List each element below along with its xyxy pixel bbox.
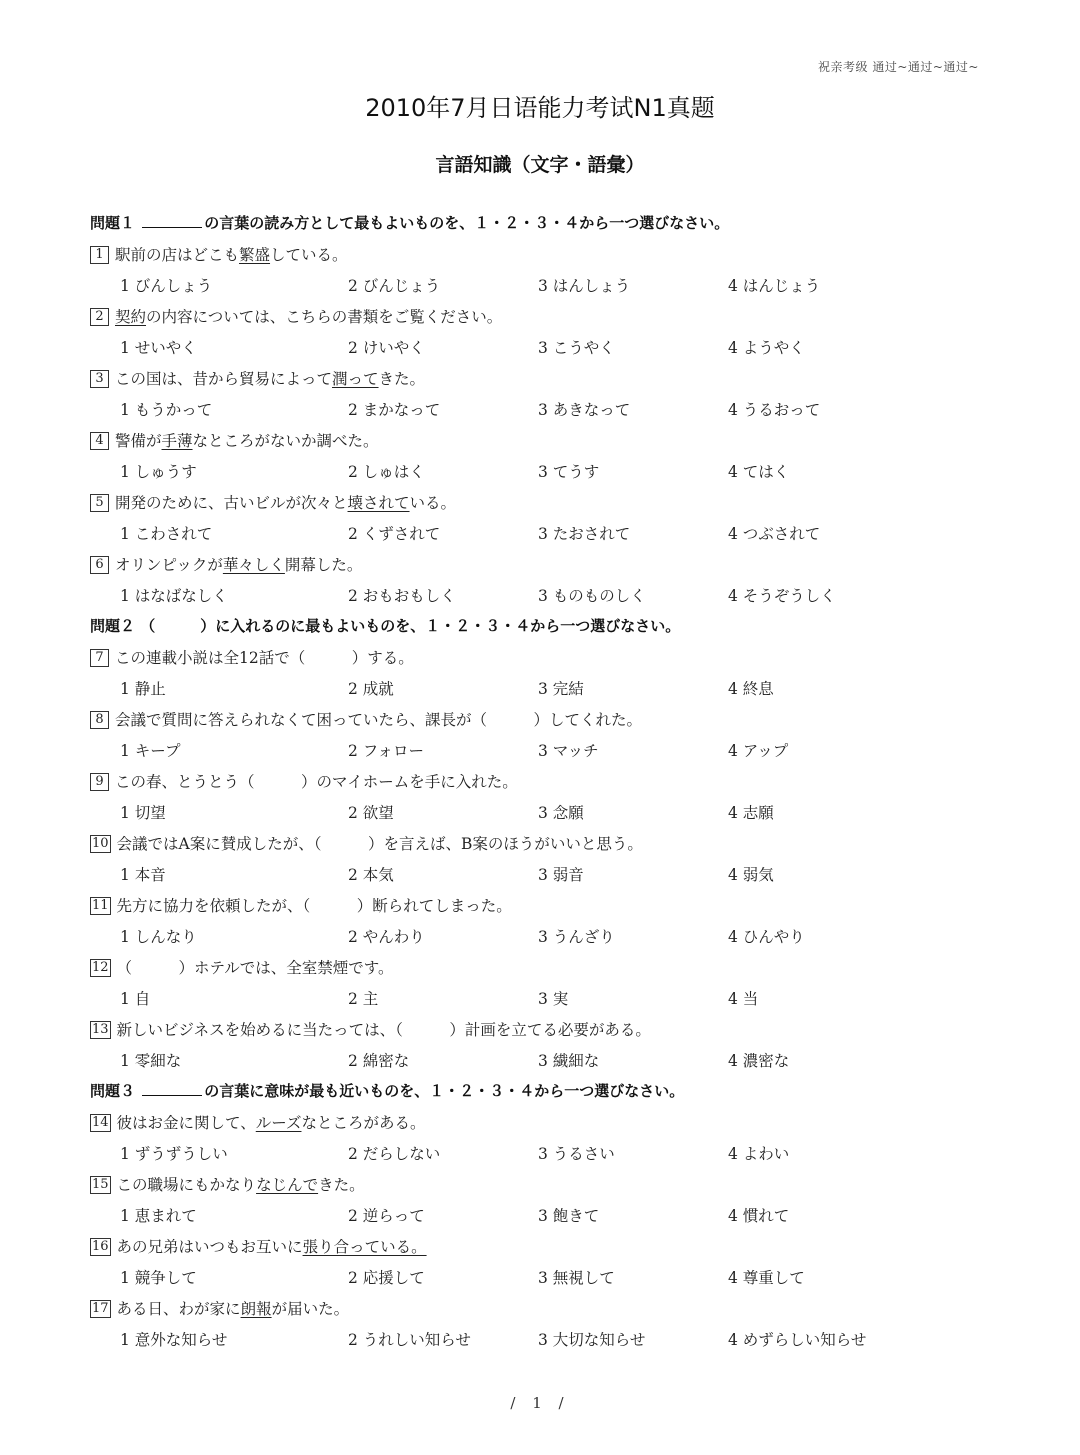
- exam-content: [90, 212, 1010, 1359]
- question-line: [90, 367, 1010, 398]
- question-line: [90, 429, 1010, 460]
- option-2: 2 綿密な: [348, 1052, 410, 1070]
- question-text: 会議で質問に答えられなくて困っていたら、課長が（ ）してくれた。: [115, 711, 643, 729]
- question-number-box: 10: [92, 836, 109, 851]
- instruction-text: の言葉に意味が最も近いものを、１・２・３・４から一つ選びなさい。: [204, 1082, 685, 1100]
- option-3: 3 ものものしく: [538, 587, 646, 605]
- underlined-target-word: 手薄: [161, 432, 193, 450]
- option-1: 1 しゅうす: [120, 463, 197, 481]
- question-text-rest: きた。: [318, 1176, 365, 1194]
- option-4: 4 志願: [728, 804, 774, 822]
- options-row: [90, 801, 1010, 832]
- question-line: [90, 956, 1010, 987]
- instruction-text: （ ）に入れるのに最もよいものを、１・２・３・４から一つ選びなさい。: [140, 617, 681, 635]
- question-line: [90, 894, 1010, 925]
- underlined-target-word: 契約: [115, 308, 147, 326]
- part-label: 問題３: [90, 1082, 136, 1100]
- option-2: 2 しゅはく: [348, 463, 425, 481]
- option-3: 3 てうす: [538, 463, 600, 481]
- part-label: 問題１: [90, 214, 136, 232]
- underlined-target-word: 壊されて: [347, 494, 410, 512]
- question-line: [90, 1018, 1010, 1049]
- option-4: 4 濃密な: [728, 1052, 790, 1070]
- question-text: 会議ではA案に賛成したが、（ ）を言えば、B案のほうがいいと思う。: [116, 835, 643, 853]
- answer-blank-line: [142, 213, 202, 228]
- question-number-box: 8: [90, 711, 109, 729]
- question-text-rest: いる。: [409, 494, 457, 512]
- underlined-target-word: 潤って: [332, 370, 379, 388]
- options-row: [90, 1204, 1010, 1235]
- option-1: 1 せいやく: [120, 339, 197, 357]
- question-line: [90, 1111, 1010, 1142]
- question-text: この国は、昔から貿易によって: [115, 370, 333, 388]
- option-1: 1 恵まれて: [120, 1207, 197, 1225]
- option-3: 3 大切な知らせ: [538, 1331, 646, 1349]
- option-2: 2 フォロー: [348, 742, 425, 760]
- options-row: [90, 677, 1010, 708]
- option-1: 1 はなばなしく: [120, 587, 228, 605]
- question-number-box: 9: [90, 773, 109, 791]
- question-number-box: 12: [92, 960, 109, 975]
- question-line: [90, 491, 1010, 522]
- options-row: [90, 1142, 1010, 1173]
- question-line: [90, 708, 1010, 739]
- underlined-target-word: 華々しく: [222, 556, 285, 574]
- question-text: 駅前の店はどこも: [115, 246, 240, 264]
- options-row: [90, 925, 1010, 956]
- instruction-text: の言葉の読み方として最もよいものを、１・２・３・４から一つ選びなさい。: [204, 214, 730, 232]
- question-number-box: 3: [90, 370, 109, 388]
- question-text: 彼はお金に関して、: [116, 1114, 256, 1132]
- underlined-target-word: 繁盛: [239, 246, 271, 264]
- option-3: 3 飽きて: [538, 1207, 600, 1225]
- option-4: 4 うるおって: [728, 401, 821, 419]
- page-title: 2010年7月日语能力考试N1真题: [365, 94, 715, 122]
- option-3: 3 実: [538, 990, 569, 1008]
- option-3: 3 繊細な: [538, 1052, 600, 1070]
- question-text-rest: が届いた。: [271, 1300, 350, 1318]
- underlined-target-word: 朗報: [240, 1300, 272, 1318]
- options-row: [90, 739, 1010, 770]
- question-number-box: 13: [92, 1022, 109, 1037]
- question-number-box: 16: [92, 1239, 109, 1254]
- part-instruction: [90, 1080, 1010, 1111]
- question-line: [90, 1173, 1010, 1204]
- question-number-box: 17: [92, 1301, 109, 1316]
- question-line: [90, 305, 1010, 336]
- option-2: 2 びんじょう: [348, 277, 441, 295]
- option-2: 2 おもおもしく: [348, 587, 456, 605]
- option-1: 1 こわされて: [120, 525, 213, 543]
- question-text: （ ）ホテルでは、全室禁煙です。: [116, 959, 394, 977]
- question-text-rest: きた。: [378, 370, 426, 388]
- option-2: 2 成就: [348, 680, 394, 698]
- question-text: オリンピックが: [115, 556, 223, 574]
- option-1: 1 もうかって: [120, 401, 213, 419]
- option-4: 4 そうぞうしく: [728, 587, 836, 605]
- question-number-box: 7: [90, 649, 109, 667]
- options-row: [90, 522, 1010, 553]
- question-number-box: 5: [90, 494, 109, 512]
- part-instruction: [90, 615, 1010, 646]
- option-1: 1 ずうずうしい: [120, 1145, 228, 1163]
- option-4: 4 てはく: [728, 463, 790, 481]
- options-row: [90, 460, 1010, 491]
- options-row: [90, 398, 1010, 429]
- option-4: 4 当: [728, 990, 759, 1008]
- question-line: [90, 832, 1010, 863]
- option-3: 3 マッチ: [538, 742, 599, 760]
- option-3: 3 完結: [538, 680, 584, 698]
- option-4: 4 終息: [728, 680, 774, 698]
- option-2: 2 欲望: [348, 804, 394, 822]
- options-row: [90, 584, 1010, 615]
- part-instruction: [90, 212, 1010, 243]
- question-text: この春、とうとう（ ）のマイホームを手に入れた。: [115, 773, 518, 791]
- option-1: 1 競争して: [120, 1269, 197, 1287]
- question-line: [90, 770, 1010, 801]
- option-1: 1 零細な: [120, 1052, 182, 1070]
- question-number-box: 15: [92, 1177, 109, 1192]
- option-1: 1 キープ: [120, 742, 181, 760]
- option-2: 2 本気: [348, 866, 394, 884]
- options-row: [90, 1266, 1010, 1297]
- question-line: [90, 1297, 1010, 1328]
- question-line: [90, 553, 1010, 584]
- option-1: 1 本音: [120, 866, 166, 884]
- question-text: 警備が: [115, 432, 162, 450]
- question-text-rest: の内容については、こちらの書類をご覧ください。: [146, 308, 503, 326]
- answer-blank-line: [142, 1081, 202, 1096]
- underlined-target-word: 張り合っている。: [302, 1238, 427, 1256]
- question-number-box: 1: [90, 246, 109, 264]
- option-3: 3 うんざり: [538, 928, 615, 946]
- option-2: 2 だらしない: [348, 1145, 441, 1163]
- option-3: 3 たおされて: [538, 525, 631, 543]
- option-1: 1 びんしょう: [120, 277, 213, 295]
- option-2: 2 主: [348, 990, 379, 1008]
- option-3: 3 念願: [538, 804, 584, 822]
- option-4: 4 慣れて: [728, 1207, 790, 1225]
- option-1: 1 意外な知らせ: [120, 1331, 228, 1349]
- page-number: / 1 /: [510, 1394, 570, 1412]
- question-text: 先方に協力を依頼したが、（ ）断られてしまった。: [116, 897, 512, 915]
- option-4: 4 ひんやり: [728, 928, 805, 946]
- part-label: 問題２: [90, 617, 136, 635]
- options-row: [90, 336, 1010, 367]
- question-text-rest: なところがないか調べた。: [192, 432, 379, 450]
- question-text-rest: なところがある。: [301, 1114, 426, 1132]
- option-2: 2 逆らって: [348, 1207, 425, 1225]
- question-text: この連載小説は全12話で（ ）する。: [115, 649, 414, 667]
- underlined-target-word: ルーズ: [255, 1114, 302, 1132]
- option-3: 3 弱音: [538, 866, 584, 884]
- option-1: 1 自: [120, 990, 151, 1008]
- option-4: 4 ようやく: [728, 339, 805, 357]
- options-row: [90, 863, 1010, 894]
- option-1: 1 切望: [120, 804, 166, 822]
- option-3: 3 無視して: [538, 1269, 615, 1287]
- option-2: 2 やんわり: [348, 928, 425, 946]
- option-1: 1 静止: [120, 680, 166, 698]
- option-3: 3 あきなって: [538, 401, 631, 419]
- question-line: [90, 1235, 1010, 1266]
- option-2: 2 けいやく: [348, 339, 425, 357]
- option-4: 4 弱気: [728, 866, 774, 884]
- question-number-box: 6: [90, 556, 109, 574]
- options-row: [90, 1328, 1010, 1359]
- option-4: 4 アップ: [728, 742, 789, 760]
- question-text: ある日、わが家に: [116, 1300, 241, 1318]
- question-text-rest: 開幕した。: [284, 556, 363, 574]
- option-2: 2 まかなって: [348, 401, 441, 419]
- option-4: 4 つぶされて: [728, 525, 821, 543]
- option-4: 4 はんじょう: [728, 277, 821, 295]
- option-4: 4 めずらしい知らせ: [728, 1331, 867, 1349]
- question-text: 新しいビジネスを始めるに当たっては、（ ）計画を立てる必要がある。: [116, 1021, 651, 1039]
- option-2: 2 うれしい知らせ: [348, 1331, 471, 1349]
- option-3: 3 こうやく: [538, 339, 615, 357]
- options-row: [90, 274, 1010, 305]
- option-4: 4 尊重して: [728, 1269, 805, 1287]
- question-text: この職場にもかなり: [116, 1176, 257, 1194]
- question-text: 開発のために、古いビルが次々と: [115, 494, 348, 512]
- header-note: 祝亲考级 通过~通过~通过~: [818, 60, 979, 74]
- question-text-rest: している。: [270, 246, 348, 264]
- question-text: あの兄弟はいつもお互いに: [116, 1238, 303, 1256]
- option-3: 3 はんしょう: [538, 277, 631, 295]
- section-title: 言語知識（文字・語彙）: [435, 154, 645, 176]
- question-line: [90, 646, 1010, 677]
- option-2: 2 くずされて: [348, 525, 441, 543]
- underlined-target-word: なじんで: [256, 1176, 319, 1194]
- option-3: 3 うるさい: [538, 1145, 615, 1163]
- option-1: 1 しんなり: [120, 928, 197, 946]
- question-number-box: 4: [90, 432, 109, 450]
- options-row: [90, 987, 1010, 1018]
- option-4: 4 よわい: [728, 1145, 790, 1163]
- question-number-box: 2: [90, 308, 109, 326]
- question-line: [90, 243, 1010, 274]
- option-2: 2 応援して: [348, 1269, 425, 1287]
- question-number-box: 11: [92, 898, 109, 913]
- question-number-box: 14: [92, 1115, 109, 1130]
- options-row: [90, 1049, 1010, 1080]
